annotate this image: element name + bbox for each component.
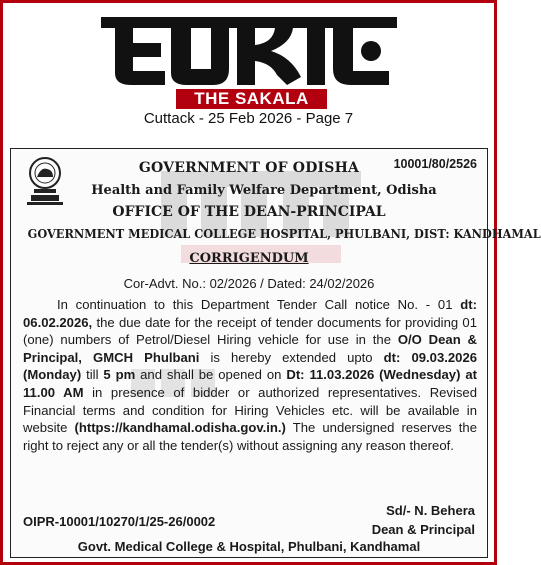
notice-body (23, 296, 477, 454)
heading-government: GOVERNMENT OF ODISHA (138, 160, 360, 176)
body-text-6: dt: 09.03.2026 (Monday) (23, 349, 478, 383)
footer-address: Govt. Medical College & Hospital, Phulbani, Kandhamal (77, 539, 421, 554)
body-text-13: The undersigned reserves the right to reject any or all the tender(s) without assigning any reason thereof. (23, 420, 477, 453)
body-text-11: in presence of bidder or authorized representatives. Revised Financial terms and condition for Hiring Vehicles etc. will be available in website (23, 384, 477, 436)
sakala-logo (101, 13, 397, 89)
heading-corrigendum: CORRIGENDUM (189, 251, 309, 266)
advt-line: Cor-Advt. No.: 02/2026 / Dated: 24/02/2026 (123, 276, 375, 291)
body-text-12: (https://kandhamal.odisha.gov.in.) (74, 420, 286, 436)
reference-number: 10001/80/2526 (393, 157, 477, 171)
body-text-10: Dt: 11.03.2026 (Wednesday) at 11.00 AM (23, 367, 477, 400)
masthead (3, 3, 494, 133)
body-text-7: till (81, 367, 104, 383)
body-text-3: the due date for the receipt of tender documents for providing 01 (one) numbers of Petrol/Diesel Hiring vehicle for use in the (23, 314, 477, 348)
body-text-8: 5 pm (103, 367, 136, 383)
oipr-number: OIPR-10001/10270/1/25-26/0002 (23, 514, 216, 529)
body-text-9: and shall be opened on (135, 367, 287, 383)
body-text-4: O/O Dean & Principal, GMCH Phulbani (23, 332, 477, 365)
signature-name: Sd/- N. Behera (386, 503, 475, 518)
dateline: Cuttack - 25 Feb 2026 - Page 7 (143, 110, 354, 127)
heading-department: Health and Family Welfare Department, Odisha (91, 183, 437, 198)
signature-title: Dean & Principal (371, 522, 475, 537)
body-text-5: is hereby extended upto (199, 349, 384, 365)
brand-bar: THE SAKALA (176, 89, 327, 109)
body-text-1: In continuation to this Department Tender Call notice No. - 01 (57, 297, 453, 312)
body-text-2: dt: 06.02.2026, (23, 297, 478, 330)
heading-college: GOVERNMENT MEDICAL COLLEGE HOSPITAL, PHULBANI, DIST: KANDHAMAL (27, 227, 541, 241)
tender-notice (10, 148, 541, 558)
heading-office: OFFICE OF THE DEAN-PRINCIPAL (112, 204, 386, 220)
